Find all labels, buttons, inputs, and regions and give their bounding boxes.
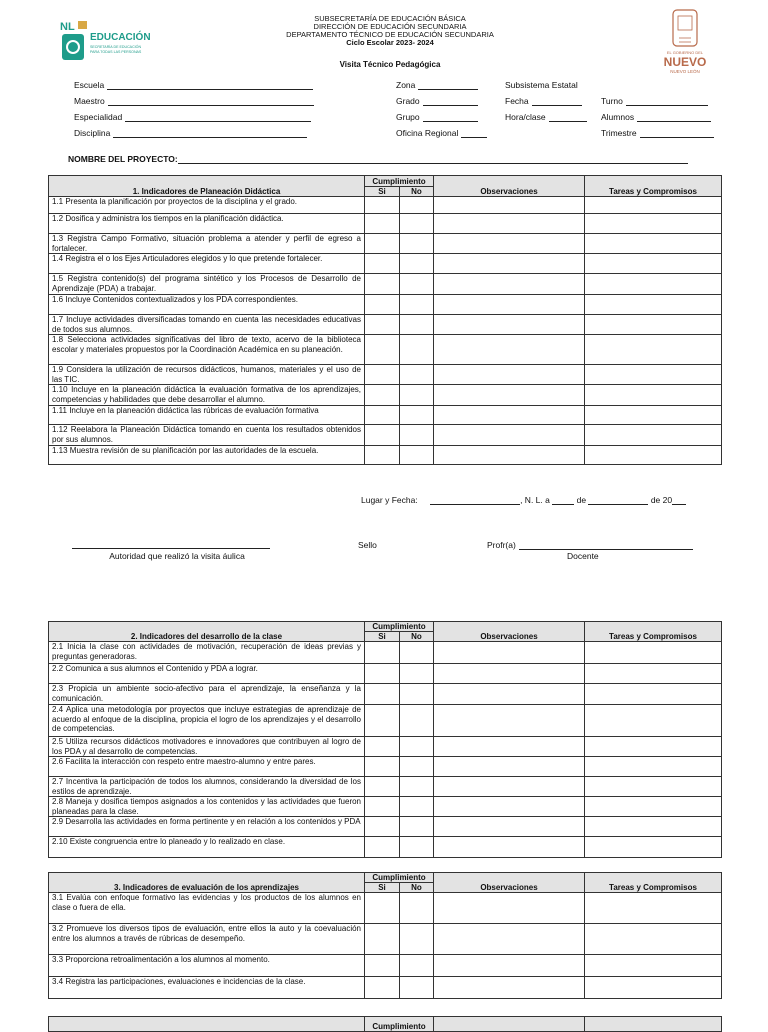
- logo-edu-text: EDUCACIÓN: [90, 32, 151, 43]
- si-cell[interactable]: [365, 893, 400, 924]
- observaciones-cell[interactable]: [434, 837, 585, 858]
- observaciones-cell[interactable]: [434, 315, 585, 335]
- observaciones-cell[interactable]: [434, 737, 585, 757]
- observaciones-cell[interactable]: [434, 684, 585, 705]
- header-line4: Ciclo Escolar 2023- 2024: [346, 38, 434, 47]
- cumplimiento-header: Cumplimiento: [365, 873, 434, 883]
- cumplimiento-header: Cumplimiento: [365, 1017, 434, 1032]
- no-cell[interactable]: [400, 893, 434, 924]
- no-cell[interactable]: [400, 406, 434, 425]
- observaciones-cell[interactable]: [434, 705, 585, 737]
- profr-signature[interactable]: Profr(a): [487, 540, 693, 550]
- tareas-cell[interactable]: [585, 757, 722, 777]
- si-cell[interactable]: [365, 365, 400, 385]
- indicator-text: 1.1 Presenta la planificación por proyectos de la disciplina y el grado.: [49, 197, 365, 214]
- si-cell[interactable]: [365, 234, 400, 254]
- observaciones-cell[interactable]: [434, 797, 585, 817]
- indicator-text: 1.9 Considera la utilización de recursos didácticos, humanos, materiales y el uso de las TIC.: [49, 365, 365, 385]
- si-cell[interactable]: [365, 797, 400, 817]
- table-row: [49, 197, 722, 214]
- field-escuela[interactable]: Escuela: [74, 80, 313, 90]
- tareas-cell[interactable]: [585, 274, 722, 295]
- tareas-cell[interactable]: [585, 425, 722, 446]
- no-cell[interactable]: [400, 315, 434, 335]
- indicator-text: 3.3 Proporciona retroalimentación a los alumnos al momento.: [49, 955, 365, 977]
- tareas-header: Tareas y Compromisos: [585, 176, 722, 197]
- no-cell[interactable]: [400, 977, 434, 999]
- header-line2: DIRECCIÓN DE EDUCACIÓN SECUNDARIA: [313, 22, 467, 31]
- indicator-text: 1.13 Muestra revisión de su planificación por las autoridades de la escuela.: [49, 446, 365, 465]
- tareas-header: Tareas y Compromisos: [585, 622, 722, 642]
- no-cell[interactable]: [400, 684, 434, 705]
- no-cell[interactable]: [400, 295, 434, 315]
- si-cell[interactable]: [365, 757, 400, 777]
- field-zona[interactable]: Zona: [396, 80, 478, 90]
- tareas-cell[interactable]: [585, 817, 722, 837]
- no-cell[interactable]: [400, 955, 434, 977]
- no-cell[interactable]: [400, 365, 434, 385]
- no-cell[interactable]: [400, 837, 434, 858]
- si-cell[interactable]: [365, 924, 400, 955]
- table-row: [49, 797, 722, 817]
- no-header: No: [400, 186, 434, 197]
- no-header: No: [400, 632, 434, 642]
- si-cell[interactable]: [365, 446, 400, 465]
- indicator-text: 2.2 Comunica a sus alumnos el Contenido y PDA a lograr.: [49, 664, 365, 684]
- table-row: [49, 664, 722, 684]
- table-row: [49, 684, 722, 705]
- observaciones-cell[interactable]: [434, 254, 585, 274]
- indicator-text: 1.12 Reelabora la Planeación Didáctica tomando en cuenta los resultados obtenidos por sus alumnos.: [49, 425, 365, 446]
- table-row: [49, 977, 722, 999]
- si-cell[interactable]: [365, 335, 400, 365]
- field-hora[interactable]: Hora/clase: [505, 112, 587, 122]
- subsistema-label: Subsistema Estatal: [505, 80, 578, 90]
- observaciones-cell[interactable]: [434, 977, 585, 999]
- field-especialidad[interactable]: Especialidad: [74, 112, 311, 122]
- table-row: [49, 254, 722, 274]
- observaciones-cell[interactable]: [434, 274, 585, 295]
- table-row: [49, 893, 722, 924]
- indicator-text: 2.4 Aplica una metodología por proyectos que incluye estrategias de aprendizaje de acuerdo al enfoque de la disciplina, propicia el logro de los aprendizajes y el desarrollo de competencias.: [49, 705, 365, 737]
- field-fecha[interactable]: Fecha: [505, 96, 582, 106]
- tareas-cell[interactable]: [585, 797, 722, 817]
- si-cell[interactable]: [365, 705, 400, 737]
- observaciones-cell[interactable]: [434, 777, 585, 797]
- no-cell[interactable]: [400, 817, 434, 837]
- autoridad-signature-line[interactable]: [72, 548, 270, 549]
- table-row: [49, 385, 722, 406]
- observaciones-cell[interactable]: [434, 642, 585, 664]
- indicator-text: 3.1 Evalúa con enfoque formativo las evidencias y los productos de los alumnos en clase o fuera de ella.: [49, 893, 365, 924]
- no-cell[interactable]: [400, 664, 434, 684]
- no-cell[interactable]: [400, 757, 434, 777]
- si-cell[interactable]: [365, 274, 400, 295]
- observaciones-cell[interactable]: [434, 924, 585, 955]
- si-header: Si: [365, 186, 400, 197]
- tareas-cell[interactable]: [585, 924, 722, 955]
- no-cell[interactable]: [400, 425, 434, 446]
- table-row: [49, 757, 722, 777]
- tareas-cell[interactable]: [585, 214, 722, 234]
- field-oficina[interactable]: Oficina Regional: [396, 128, 487, 138]
- tareas-cell[interactable]: [585, 335, 722, 365]
- field-trimestre[interactable]: Trimestre: [601, 128, 714, 138]
- logo-nl-top: EL GOBIERNO DEL: [666, 50, 704, 55]
- tareas-cell[interactable]: [585, 705, 722, 737]
- logo-tagline2: PARA TODAS LAS PERSONAS: [90, 50, 142, 54]
- table-row: [49, 817, 722, 837]
- indicator-text: 1.7 Incluye actividades diversificadas tomando en cuenta las necesidades educativas de todos sus alumnos.: [49, 315, 365, 335]
- si-cell[interactable]: [365, 955, 400, 977]
- table-row: [49, 234, 722, 254]
- si-cell[interactable]: [365, 214, 400, 234]
- indicator-text: 1.5 Registra contenido(s) del programa sintético y los Procesos de Desarrollo de Aprendizaje (PDA) a trabajar.: [49, 274, 365, 295]
- indicator-text: 2.3 Propicia un ambiente socio-afectivo para el aprendizaje, la enseñanza y la comunicación.: [49, 684, 365, 705]
- si-cell[interactable]: [365, 385, 400, 406]
- si-cell[interactable]: [365, 777, 400, 797]
- no-cell[interactable]: [400, 737, 434, 757]
- table-evaluacion: [48, 872, 722, 999]
- si-cell[interactable]: [365, 315, 400, 335]
- table-row: [49, 642, 722, 664]
- no-cell[interactable]: [400, 777, 434, 797]
- si-header: Si: [365, 883, 400, 893]
- observaciones-cell[interactable]: [434, 365, 585, 385]
- no-cell[interactable]: [400, 642, 434, 664]
- si-cell[interactable]: [365, 837, 400, 858]
- table-row: [49, 425, 722, 446]
- indicator-text: 2.9 Desarrolla las actividades en forma pertinente y en relación a los contenidos y PDA: [49, 817, 365, 837]
- tareas-cell[interactable]: [585, 977, 722, 999]
- tareas-cell[interactable]: [585, 365, 722, 385]
- field-turno[interactable]: Turno: [601, 96, 708, 106]
- indicator-text: 1.11 Incluye en la planeación didáctica las rúbricas de evaluación formativa: [49, 406, 365, 425]
- indicator-text: 2.1 Inicia la clase con actividades de motivación, recuperación de ideas previas y preguntas generadoras.: [49, 642, 365, 664]
- indicator-text: 1.3 Registra Campo Formativo, situación problema a atender y perfil de egreso a fortalecer.: [49, 234, 365, 254]
- table1-title: 1. Indicadores de Planeación Didáctica: [49, 176, 365, 197]
- si-cell[interactable]: [365, 642, 400, 664]
- table-row: [49, 214, 722, 234]
- table-row: [49, 777, 722, 797]
- field-maestro[interactable]: Maestro: [74, 96, 314, 106]
- header-line1: SUBSECRETARÍA DE EDUCACIÓN BÁSICA: [314, 14, 466, 23]
- indicator-text: 1.4 Registra el o los Ejes Articuladores elegidos y lo que pretende fortalecer.: [49, 254, 365, 274]
- field-grupo[interactable]: Grupo: [396, 112, 478, 122]
- field-disciplina[interactable]: Disciplina: [74, 128, 307, 138]
- indicator-text: 3.2 Promueve los diversos tipos de evaluación, entre ellos la auto y la coevaluación entre los alumnos a través de rúbricas de desempeño.: [49, 924, 365, 955]
- si-cell[interactable]: [365, 977, 400, 999]
- si-cell[interactable]: [365, 664, 400, 684]
- tareas-cell[interactable]: [585, 737, 722, 757]
- indicator-text: 1.2 Dosifica y administra los tiempos en la planificación didáctica.: [49, 214, 365, 234]
- indicator-text: 2.6 Facilita la interacción con respeto entre maestro-alumno y entre pares.: [49, 757, 365, 777]
- indicator-text: 2.5 Utiliza recursos didácticos motivadores e innovadores que contribuyen al logro de los PDA y al desarrollo de competencias.: [49, 737, 365, 757]
- table3-title: 3. Indicadores de evaluación de los aprendizajes: [49, 873, 365, 893]
- table-row: [49, 837, 722, 858]
- tareas-cell[interactable]: [585, 197, 722, 214]
- logo-nl-main: NUEVO: [663, 55, 707, 69]
- si-cell[interactable]: [365, 425, 400, 446]
- indicator-text: 3.4 Registra las participaciones, evaluaciones e incidencias de la clase.: [49, 977, 365, 999]
- tareas-header: Tareas y Compromisos: [585, 873, 722, 893]
- si-cell[interactable]: [365, 197, 400, 214]
- observaciones-cell[interactable]: [434, 664, 585, 684]
- logo-nl-text: NL: [60, 21, 75, 33]
- indicator-text: 2.7 Incentiva la participación de todos los alumnos, considerando la diversidad de los estilos de aprendizaje.: [49, 777, 365, 797]
- table4-tareas-cell: [585, 1017, 722, 1032]
- table-next: [48, 1016, 722, 1032]
- tareas-cell[interactable]: [585, 664, 722, 684]
- indicator-text: 2.8 Maneja y dosifica tiempos asignados a los contenidos y las actividades que fueron planeadas para la clase.: [49, 797, 365, 817]
- logo-educacion: [58, 18, 168, 64]
- tareas-cell[interactable]: [585, 642, 722, 664]
- tareas-cell[interactable]: [585, 777, 722, 797]
- no-cell[interactable]: [400, 214, 434, 234]
- lugar-fecha[interactable]: Lugar y Fecha: , N. L. a de de 20: [361, 495, 686, 505]
- header-block: [240, 15, 540, 47]
- observaciones-cell[interactable]: [434, 385, 585, 406]
- observaciones-cell[interactable]: [434, 234, 585, 254]
- table-row: [49, 406, 722, 425]
- tareas-cell[interactable]: [585, 385, 722, 406]
- cumplimiento-header: Cumplimiento: [365, 176, 434, 187]
- header-line3: DEPARTAMENTO TÉCNICO DE EDUCACIÓN SECUNDARIA: [286, 30, 494, 39]
- logo-tagline1: SECRETARÍA DE EDUCACIÓN: [90, 45, 142, 49]
- field-grado[interactable]: Grado: [396, 96, 478, 106]
- no-cell[interactable]: [400, 254, 434, 274]
- si-cell[interactable]: [365, 817, 400, 837]
- table-row: [49, 315, 722, 335]
- tareas-cell[interactable]: [585, 955, 722, 977]
- no-header: No: [400, 883, 434, 893]
- observaciones-cell[interactable]: [434, 893, 585, 924]
- table-row: [49, 274, 722, 295]
- observaciones-cell[interactable]: [434, 335, 585, 365]
- table-row: [49, 705, 722, 737]
- cumplimiento-header: Cumplimiento: [365, 622, 434, 632]
- table-row: [49, 924, 722, 955]
- observaciones-header: Observaciones: [434, 176, 585, 197]
- no-cell[interactable]: [400, 797, 434, 817]
- table-desarrollo: [48, 621, 722, 858]
- observaciones-cell[interactable]: [434, 295, 585, 315]
- observaciones-cell[interactable]: [434, 955, 585, 977]
- no-cell[interactable]: [400, 274, 434, 295]
- table-row: [49, 955, 722, 977]
- no-cell[interactable]: [400, 446, 434, 465]
- indicator-text: 1.10 Incluye en la planeación didáctica la evaluación formativa de los aprendizajes, competencias y habilidades que debe desarrollar el alumno.: [49, 385, 365, 406]
- sello-label: Sello: [358, 540, 377, 550]
- table-row: [49, 335, 722, 365]
- field-alumnos[interactable]: Alumnos: [601, 112, 711, 122]
- si-header: Si: [365, 632, 400, 642]
- tareas-cell[interactable]: [585, 406, 722, 425]
- observaciones-header: Observaciones: [434, 622, 585, 642]
- tareas-cell[interactable]: [585, 295, 722, 315]
- autoridad-label: Autoridad que realizó la visita áulica: [109, 551, 245, 561]
- observaciones-cell[interactable]: [434, 197, 585, 214]
- no-cell[interactable]: [400, 924, 434, 955]
- table-row: [49, 446, 722, 465]
- table4-obs-cell: [434, 1017, 585, 1032]
- observaciones-cell[interactable]: [434, 757, 585, 777]
- tareas-cell[interactable]: [585, 837, 722, 858]
- observaciones-cell[interactable]: [434, 406, 585, 425]
- docente-label: Docente: [567, 551, 599, 561]
- no-cell[interactable]: [400, 234, 434, 254]
- observaciones-cell[interactable]: [434, 425, 585, 446]
- si-cell[interactable]: [365, 406, 400, 425]
- si-cell[interactable]: [365, 737, 400, 757]
- indicator-text: 1.8 Selecciona actividades significativas del libro de texto, acervo de la biblioteca escolar y materiales propuestos por la Coordinación Académica en su planeación.: [49, 335, 365, 365]
- logo-nl-sub: NUEVO LEÓN: [670, 69, 700, 74]
- si-cell[interactable]: [365, 254, 400, 274]
- field-proyecto[interactable]: NOMBRE DEL PROYECTO:: [68, 154, 688, 164]
- tareas-cell[interactable]: [585, 684, 722, 705]
- table-planeacion: [48, 175, 722, 465]
- indicator-text: 2.10 Existe congruencia entre lo planeado y lo realizado en clase.: [49, 837, 365, 858]
- no-cell[interactable]: [400, 705, 434, 737]
- tareas-cell[interactable]: [585, 893, 722, 924]
- table2-title: 2. Indicadores del desarrollo de la clase: [49, 622, 365, 642]
- observaciones-cell[interactable]: [434, 817, 585, 837]
- tareas-cell[interactable]: [585, 254, 722, 274]
- observaciones-header: Observaciones: [434, 873, 585, 893]
- tareas-cell[interactable]: [585, 234, 722, 254]
- observaciones-cell[interactable]: [434, 214, 585, 234]
- no-cell[interactable]: [400, 385, 434, 406]
- logo-nuevo-leon: [652, 8, 718, 74]
- indicator-text: 1.6 Incluye Contenidos contextualizados y los PDA correspondientes.: [49, 295, 365, 315]
- tareas-cell[interactable]: [585, 446, 722, 465]
- si-cell[interactable]: [365, 684, 400, 705]
- table-row: [49, 737, 722, 757]
- si-cell[interactable]: [365, 295, 400, 315]
- tareas-cell[interactable]: [585, 315, 722, 335]
- no-cell[interactable]: [400, 197, 434, 214]
- table4-title-cell: [49, 1017, 365, 1032]
- page-title: Visita Técnico Pedagógica: [339, 60, 441, 69]
- table-row: [49, 295, 722, 315]
- observaciones-cell[interactable]: [434, 446, 585, 465]
- table-row: [49, 365, 722, 385]
- no-cell[interactable]: [400, 335, 434, 365]
